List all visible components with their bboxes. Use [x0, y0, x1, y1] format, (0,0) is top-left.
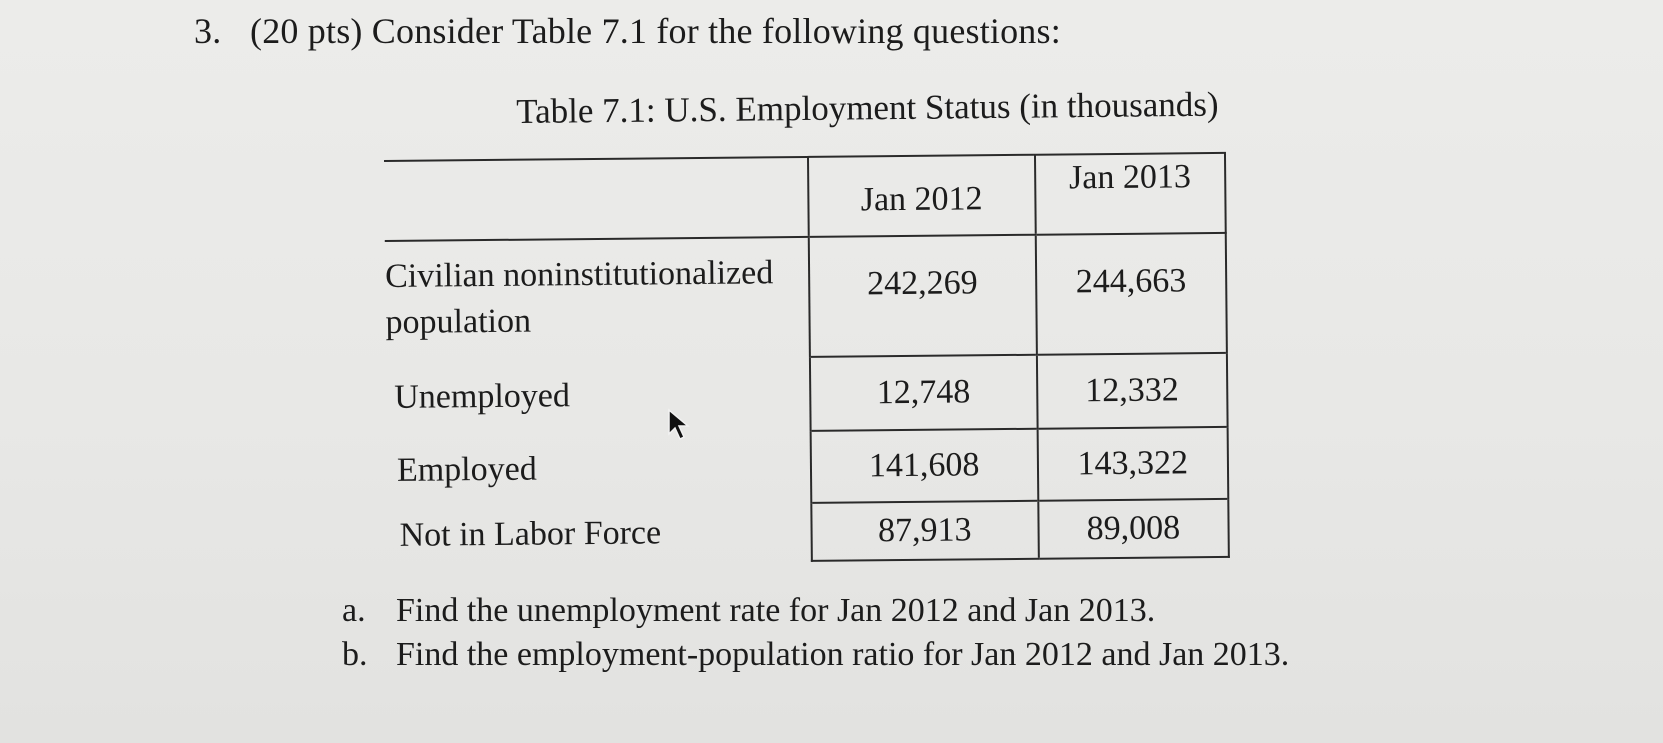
question-text: (20 pts) Consider Table 7.1 for the following questions:: [250, 11, 1061, 51]
cell-unemployed-2012: 12,748: [810, 355, 1037, 431]
cell-employed-2012: 141,608: [811, 429, 1038, 503]
cell-unemployed-2013: 12,332: [1036, 353, 1227, 429]
question-number: 3.: [194, 11, 222, 51]
subquestion-b-text: Find the employment-population ratio for Jan 2012 and Jan 2013.: [396, 636, 1290, 673]
employment-table-wrapper: [384, 152, 1230, 566]
table-caption: Table 7.1: U.S. Employment Status (in thousands): [516, 84, 1219, 131]
table-row: [386, 353, 1228, 435]
subquestion-a: [342, 592, 1155, 630]
row-label-population: [385, 237, 810, 361]
row-label-unemployed: Unemployed: [394, 377, 571, 416]
employment-table: [384, 152, 1230, 566]
table-row: [387, 427, 1229, 507]
table-row: [387, 499, 1229, 565]
row-label-not-in-labor-force: Not in Labor Force: [399, 514, 662, 554]
cell-population-2013: 244,663: [1035, 233, 1227, 355]
row-label-employed: Employed: [396, 450, 537, 489]
subquestion-a-text: Find the unemployment rate for Jan 2012 and Jan 2013.: [396, 592, 1156, 629]
table-header-row: [384, 153, 1226, 241]
header-blank-cell: [384, 157, 809, 241]
subquestion-b: [342, 636, 1289, 674]
row-label-line1: Civilian noninstitutionalized: [384, 254, 774, 295]
row-label-line2: population: [385, 302, 532, 341]
subquestion-a-letter: a.: [342, 592, 366, 629]
header-jan-2012: Jan 2012: [808, 155, 1035, 237]
subquestion-b-letter: b.: [342, 636, 368, 673]
cell-employed-2013: 143,322: [1037, 427, 1228, 501]
cell-population-2012: 242,269: [809, 235, 1037, 357]
mouse-pointer-icon: [667, 408, 695, 442]
table-row: [385, 233, 1227, 361]
header-jan-2013: Jan 2013: [1035, 153, 1226, 235]
question-heading: [194, 10, 1061, 52]
cell-nilf-2013: 89,008: [1038, 499, 1229, 559]
cell-nilf-2012: 87,913: [811, 501, 1038, 561]
